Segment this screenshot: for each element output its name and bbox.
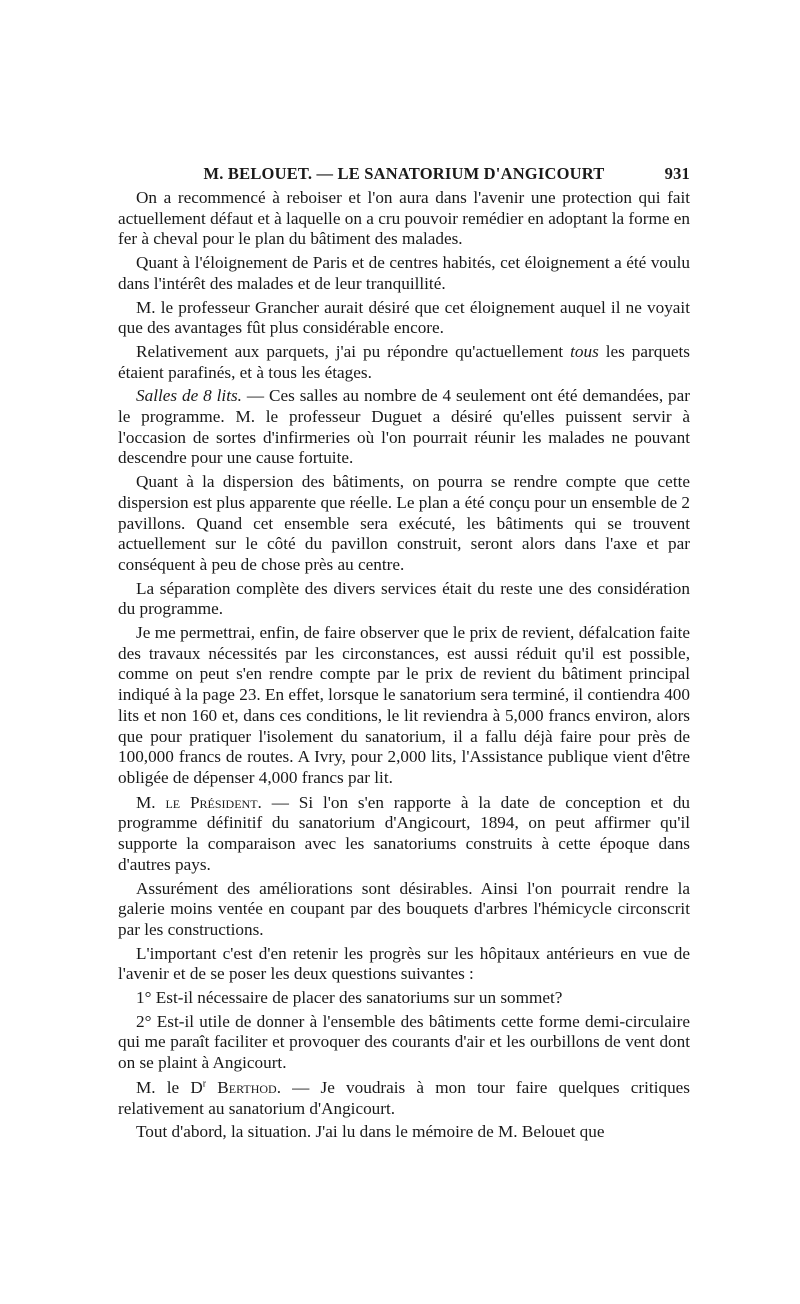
page-number: 931 (664, 164, 690, 183)
running-title: M. BELOUET. — LE SANATORIUM D'ANGICOURT (203, 164, 605, 183)
paragraph-salles-heading: Salles de 8 lits. (136, 386, 242, 406)
paragraph-reboisement: On a recommencé à reboiser et l'on aura dans l'avenir une protection qui fait actuellement défaut et à laquelle on a cru pouvoir remédier en adoptant la forme en fer à cheval pour le plan du bâtiment des malades. (118, 188, 690, 249)
paragraph-parquets-before: Relativement aux parquets, j'ai pu répondre qu'actuellement (136, 341, 571, 361)
document-page (118, 160, 690, 1146)
speaker-berthod-prefix: M. le D (136, 1077, 203, 1097)
paragraph-parquets-emphasis: tous (570, 341, 599, 361)
paragraph-eloignement: Quant à l'éloignement de Paris et de centres habités, cet éloignement a été voulu dans l'intérêt des malades et de leur tranquillité. (118, 253, 690, 293)
paragraph-parquets (118, 342, 690, 383)
paragraph-grancher: M. le professeur Grancher aurait désiré que cet éloignement auquel il ne voyait que des avantages fût plus considérable encore. (118, 297, 690, 338)
speaker-berthod-sup: r (202, 1078, 207, 1090)
paragraph-president-text: — Si l'on s'en rapporte à la date de conception et du programme définitif du sanatorium d'Angicourt, 1894, on peut affirmer qu'il supporte la comparaison avec les sanatoriums construits à cette époque dans d'autres pays. (118, 792, 691, 874)
paragraph-berthod (118, 1078, 690, 1119)
running-header (118, 160, 690, 188)
paragraph-question-2: 2° Est-il utile de donner à l'ensemble des bâtiments cette forme demi-circulaire qui me paraît faciliter et provoquer des courants d'air et les ourbillons de vent dont on se plaint à Angicourt. (118, 1011, 690, 1073)
paragraph-separation: La séparation complète des divers services était du reste une des considération du programme. (118, 578, 690, 619)
paragraph-situation: Tout d'abord, la situation. J'ai lu dans le mémoire de M. Belouet que (136, 1122, 605, 1142)
paragraph-berthod-text: — Je voudrais à mon tour faire quelques critiques relativement au sanatorium d'Angicourt. (118, 1077, 690, 1118)
speaker-berthod-name: Berthod. (206, 1077, 281, 1097)
paragraph-salles-text: — Ces salles au nombre de 4 seulement ont été demandées, par le programme. M. le professeur Duguet a désiré qu'elles puissent servir à l'occasion de sortes d'infirmeries où l'on pourrait réunir les malades ne pouvant descendre pour une cause fortuite. (118, 386, 690, 468)
paragraph-prix-de-revient: Je me permettrai, enfin, de faire observer que le prix de revient, défalcation faite des travaux nécessités par les circonstances, est aussi réduit qu'il est possible, comme on peut s'en rendre compte par le prix de revient du bâtiment principal indiqué à la page 23. En effet, lorsque le sanatorium sera terminé, il contiendra 400 lits et non 160 et, dans ces conditions, le lit reviendra à 5,000 francs environ, alors que pour pratiquer l'isolement du sanatorium, il a fallu déjà faire pour près de 100,000 francs de routes. A Ivry, pour 2,000 lits, l'Assistance publique vient d'être obligée de dépenser 4,000 francs par lit. (118, 623, 690, 787)
paragraph-ameliorations: Assurément des améliorations sont désirables. Ainsi l'on pourrait rendre la galerie moins ventée en coupant par des bouquets d'arbres l'hémicycle circonscrit par les constructions. (118, 878, 690, 939)
paragraph-important: L'important c'est d'en retenir les progrès sur les hôpitaux antérieurs en vue de l'avenir et de se poser les deux questions suivantes : (118, 943, 690, 984)
paragraph-president (118, 793, 690, 876)
paragraph-salles (118, 386, 690, 469)
paragraph-parquets-after: les parquets étaient parafinés, et à tous les étages. (118, 341, 690, 382)
body-text (118, 188, 690, 1143)
paragraph-question-1: 1° Est-il nécessaire de placer des sanatoriums sur un sommet? (136, 988, 563, 1008)
paragraph-dispersion: Quant à la dispersion des bâtiments, on pourra se rendre compte que cette dispersion est plus apparente que réelle. Le plan a été conçu pour un ensemble de 2 pavillons. Quand cet ensemble sera exécuté, les bâtiments qui se trouvent actuellement sur le côté du pavillon construit, seront alors dans l'axe et par conséquent à peu de chose près au centre. (118, 472, 690, 574)
speaker-president: M. le Président. (136, 792, 262, 812)
